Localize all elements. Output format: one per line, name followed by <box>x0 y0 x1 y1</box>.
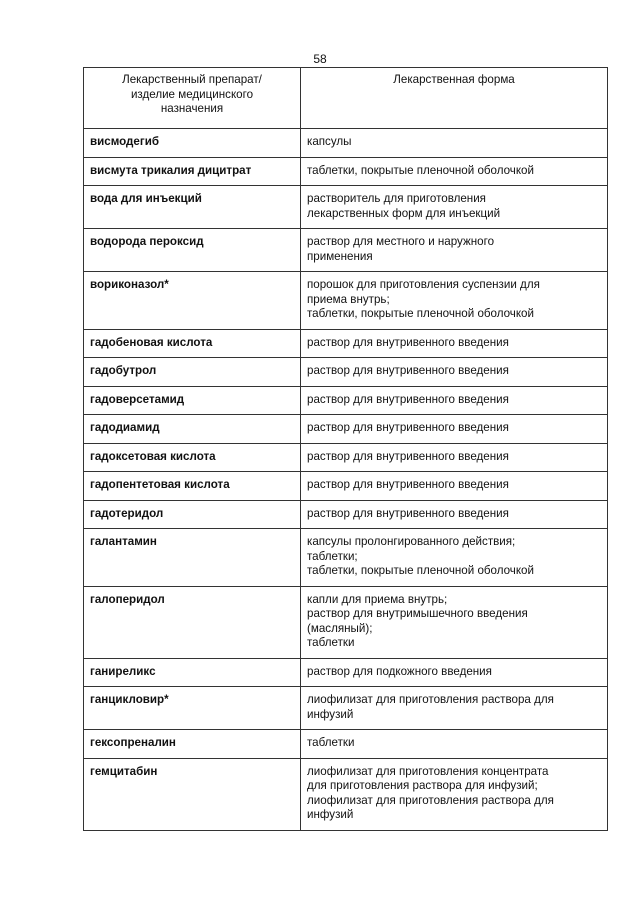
dosage-form-cell <box>301 443 608 472</box>
table-row <box>84 758 608 830</box>
dosage-form-line: таблетки, покрытые пленочной оболочкой <box>307 564 534 577</box>
dosage-form-cell <box>301 658 608 687</box>
dosage-form-line: таблетки <box>307 736 355 749</box>
dosage-form-cell <box>301 229 608 272</box>
dosage-form-line: таблетки, покрытые пленочной оболочкой <box>307 163 534 177</box>
dosage-form-line: лиофилизат для приготовления раствора для <box>307 693 554 706</box>
header-line: изделие медицинского <box>130 87 254 101</box>
dosage-form-line: применения <box>307 249 373 263</box>
header-dosage-form <box>301 68 608 129</box>
dosage-form-cell <box>301 272 608 330</box>
dosage-form-cell <box>301 386 608 415</box>
table-header-row <box>84 68 608 129</box>
dosage-form-cell <box>301 415 608 444</box>
table-row <box>84 730 608 759</box>
dosage-form-line: раствор для местного и наружного <box>307 235 495 248</box>
drug-name-cell: вода для инъекций <box>84 186 301 229</box>
drug-name-cell: висмодегиб <box>84 129 301 158</box>
table-row <box>84 500 608 529</box>
drug-name-cell: гадобутрол <box>84 358 301 387</box>
header-line: Лекарственная форма <box>393 73 515 86</box>
drug-table <box>83 67 608 831</box>
drug-name-cell: гадопентетовая кислота <box>84 472 301 501</box>
dosage-form-line: таблетки; <box>307 549 358 563</box>
table-row <box>84 157 608 186</box>
dosage-form-line: раствор для внутривенного введения <box>307 364 509 377</box>
drug-name-cell: галантамин <box>84 529 301 587</box>
table-row <box>84 586 608 658</box>
dosage-form-cell <box>301 586 608 658</box>
drug-name-cell: водорода пероксид <box>84 229 301 272</box>
dosage-form-cell <box>301 500 608 529</box>
drug-name-cell: гадотеридол <box>84 500 301 529</box>
dosage-form-line: раствор для подкожного введения <box>307 664 492 678</box>
header-line: назначения <box>160 102 224 115</box>
table-row <box>84 658 608 687</box>
dosage-form-line: капсулы пролонгированного действия; <box>307 535 516 548</box>
table-row <box>84 358 608 387</box>
dosage-form-cell <box>301 687 608 730</box>
page-number: 58 <box>313 52 327 66</box>
dosage-form-cell <box>301 472 608 501</box>
dosage-form-line: растворитель для приготовления <box>307 192 486 205</box>
dosage-form-line: лиофилизат для приготовления концентрата <box>307 764 549 778</box>
dosage-form-line: раствор для внутривенного введения <box>307 478 509 491</box>
drug-name-cell: галоперидол <box>84 586 301 658</box>
table-row <box>84 329 608 358</box>
dosage-form-cell <box>301 529 608 587</box>
dosage-form-line: приема внутрь; <box>307 292 390 306</box>
dosage-form-cell <box>301 129 608 158</box>
drug-name-cell: висмута трикалия дицитрат <box>84 157 301 186</box>
dosage-form-line: раствор для внутривенного введения <box>307 421 509 434</box>
dosage-form-cell <box>301 186 608 229</box>
table-row <box>84 443 608 472</box>
dosage-form-line: инфузий <box>307 707 354 721</box>
dosage-form-line: раствор для внутривенного введения <box>307 335 509 349</box>
dosage-form-line: раствор для внутривенного введения <box>307 392 509 406</box>
table-row <box>84 529 608 587</box>
dosage-form-cell <box>301 329 608 358</box>
drug-name-cell: ганцикловир* <box>84 687 301 730</box>
dosage-form-line: лекарственных форм для инъекций <box>307 206 501 220</box>
dosage-form-cell <box>301 730 608 759</box>
dosage-form-line: раствор для внутривенного введения <box>307 506 509 520</box>
dosage-form-line: для приготовления раствора для инфузий; <box>307 779 538 792</box>
dosage-form-line: раствор для внутримышечного введения <box>307 607 528 620</box>
dosage-form-line: порошок для приготовления суспензии для <box>307 278 540 291</box>
drug-name-cell: гадобеновая кислота <box>84 329 301 358</box>
table-row <box>84 186 608 229</box>
header-line: Лекарственный препарат/ <box>122 73 262 86</box>
drug-name-cell: вориконазол* <box>84 272 301 330</box>
drug-name-cell: гексопреналин <box>84 730 301 759</box>
dosage-form-line: инфузий <box>307 808 354 821</box>
dosage-form-cell <box>301 758 608 830</box>
drug-name-cell: гадоверсетамид <box>84 386 301 415</box>
drug-name-cell: гемцитабин <box>84 758 301 830</box>
dosage-form-line: раствор для внутривенного введения <box>307 449 509 463</box>
table-row <box>84 472 608 501</box>
table-row <box>84 415 608 444</box>
dosage-form-line: лиофилизат для приготовления раствора для <box>307 793 554 807</box>
dosage-form-cell <box>301 358 608 387</box>
dosage-form-line: капли для приема внутрь; <box>307 592 448 606</box>
table-row <box>84 129 608 158</box>
dosage-form-cell <box>301 157 608 186</box>
dosage-form-line: таблетки, покрытые пленочной оболочкой <box>307 307 534 320</box>
table-row <box>84 687 608 730</box>
drug-name-cell: гадоксетовая кислота <box>84 443 301 472</box>
dosage-form-line: капсулы <box>307 135 352 148</box>
table-row <box>84 272 608 330</box>
dosage-form-line: таблетки <box>307 636 355 649</box>
header-drug-name <box>84 68 301 129</box>
table-row <box>84 386 608 415</box>
drug-name-cell: гадодиамид <box>84 415 301 444</box>
drug-name-cell: ганиреликс <box>84 658 301 687</box>
table-row <box>84 229 608 272</box>
dosage-form-line: (масляный); <box>307 621 373 635</box>
